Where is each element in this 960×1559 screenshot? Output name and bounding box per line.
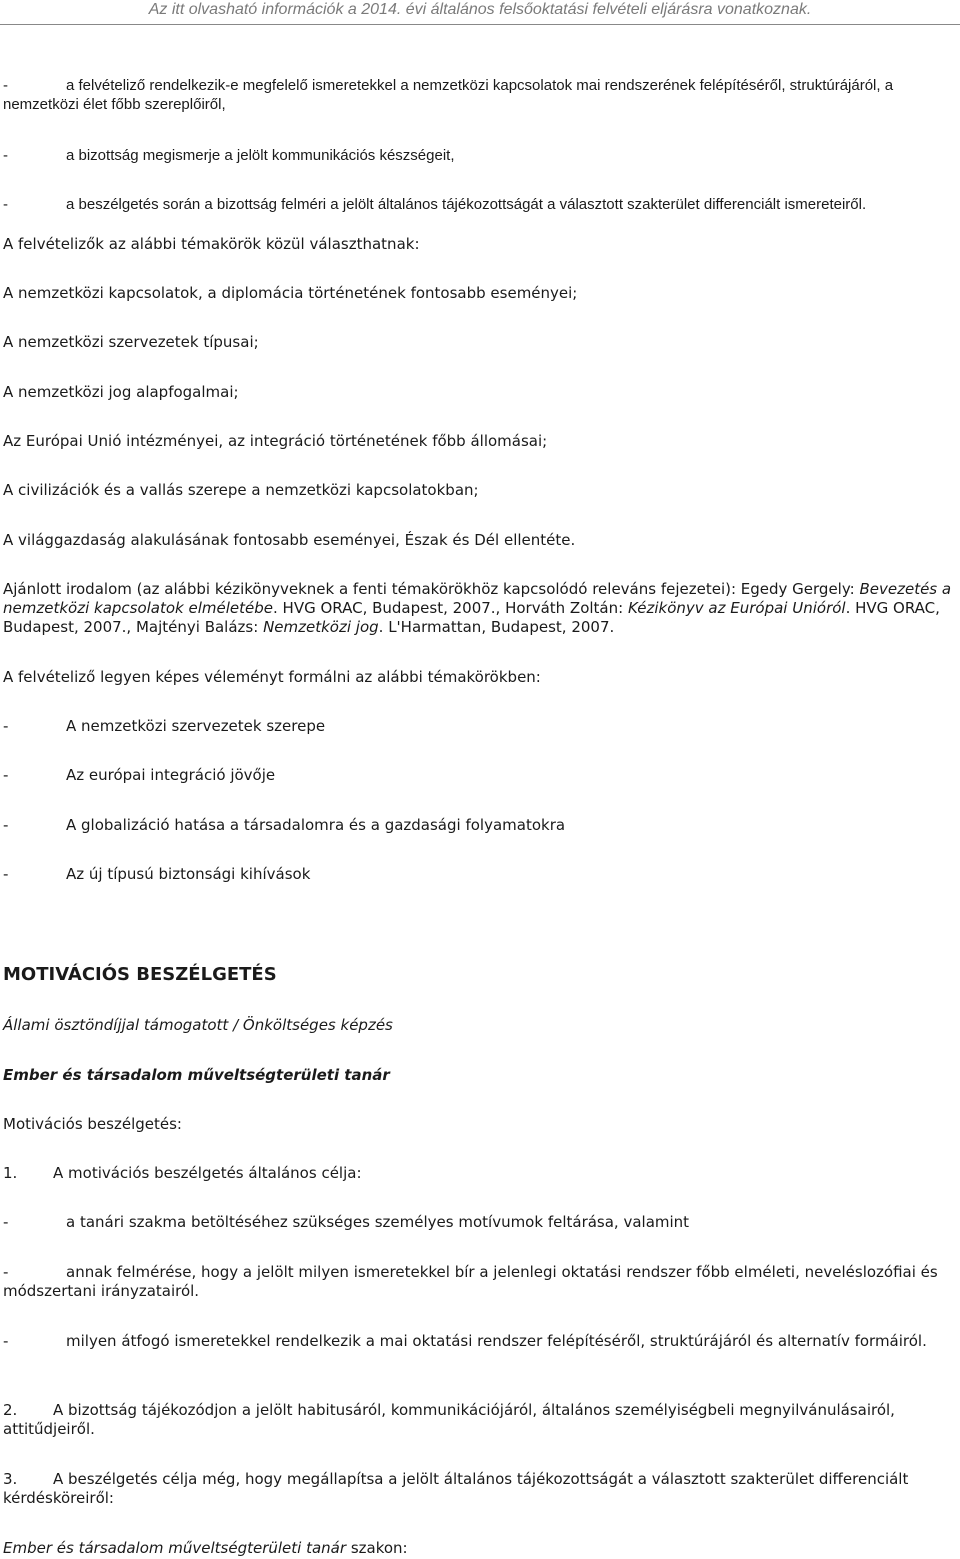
section-subtitle: Állami ösztöndíjjal támogatott / Önköltséges képzés (3, 1016, 393, 1034)
literature-text: . HVG ORAC, Budapest, 2007., Majtényi Balázs: (3, 599, 940, 636)
list-item (3, 717, 958, 736)
list-item-text: Az új típusú biztonsági kihívások (66, 865, 311, 883)
recommended-literature (3, 580, 958, 637)
bullet-dash: - (3, 1332, 9, 1350)
list-item (3, 1332, 958, 1351)
list-item (3, 1213, 958, 1232)
list-item-text: Az európai integráció jövője (66, 766, 276, 784)
program-line (3, 1539, 958, 1558)
list-item (3, 195, 958, 214)
list-item (3, 146, 958, 165)
list-item (3, 76, 958, 114)
page-header: Az itt olvasható információk a 2014. évi általános felsőoktatási felvételi eljárásra vonatkoznak. (148, 1, 812, 18)
item-number: 2. (3, 1401, 18, 1419)
literature-title: Bevezetés a nemzetközi kapcsolatok elméletébe (3, 580, 952, 617)
bullet-dash: - (3, 816, 9, 834)
numbered-item (3, 1470, 958, 1508)
bullet-dash: - (3, 147, 8, 164)
section-title: MOTIVÁCIÓS BESZÉLGETÉS (3, 964, 277, 985)
item-text: A beszélgetés célja még, hogy megállapítsa a jelölt általános tájékozottságát a választott szakterület differenciált kérdésköreiről: (3, 1470, 909, 1507)
topic-item: Az Európai Unió intézményei, az integráció történetének főbb állomásai; (3, 432, 548, 450)
literature-text: . L'Harmattan, Budapest, 2007. (378, 618, 615, 636)
list-item-text: a tanári szakma betöltéséhez szükséges személyes motívumok feltárása, valamint (66, 1213, 690, 1231)
program-name: Ember és társadalom műveltségterületi tanár (3, 1066, 390, 1084)
bullet-dash: - (3, 717, 9, 735)
topic-item: A világgazdaság alakulásának fontosabb eseményei, Észak és Dél ellentéte. (3, 531, 576, 549)
bullet-dash: - (3, 77, 8, 94)
topic-item: A nemzetközi jog alapfogalmai; (3, 383, 239, 401)
literature-title: Nemzetközi jog (263, 618, 379, 636)
item-number: 3. (3, 1470, 18, 1488)
topic-item: A nemzetközi kapcsolatok, a diplomácia történetének fontosabb eseményei; (3, 284, 578, 302)
item-number: 1. (3, 1164, 18, 1182)
list-item-text: a bizottság megismerje a jelölt kommunikációs készségeit, (66, 147, 455, 164)
list-item-text: A globalizáció hatása a társadalomra és a gazdasági folyamatokra (66, 816, 566, 834)
literature-title: Kézikönyv az Európai Unióról (627, 599, 846, 617)
item-text: A bizottság tájékozódjon a jelölt habitusáról, kommunikációjáról, általános személyiségbeli megnyilvánulásairól, attitűdjeiről. (3, 1401, 895, 1438)
item-text: A motivációs beszélgetés általános célja: (53, 1164, 362, 1182)
list-item-text: annak felmérése, hogy a jelölt milyen ismeretekkel bír a jelenlegi oktatási rendszer főbb elméleti, neveléslozófiai és módszertani irányzatairól. (3, 1263, 938, 1300)
header-divider (0, 24, 960, 25)
program-name-inline: Ember és társadalom műveltségterületi tanár (3, 1539, 347, 1557)
list-item-text: A nemzetközi szervezetek szerepe (66, 717, 326, 735)
list-item (3, 865, 958, 884)
bullet-dash: - (3, 1213, 9, 1231)
bullet-dash: - (3, 1263, 9, 1281)
list-item-text: a beszélgetés során a bizottság felméri a jelölt általános tájékozottságát a választott szakterület differenciált ismereteiről. (66, 196, 867, 213)
bullet-dash: - (3, 766, 9, 784)
section-intro: Motivációs beszélgetés: (3, 1115, 182, 1133)
list-item (3, 1263, 958, 1301)
numbered-item (3, 1401, 958, 1439)
topic-item: A civilizációk és a vallás szerepe a nemzetközi kapcsolatokban; (3, 481, 479, 499)
topics-intro: A felvételizők az alábbi témakörök közül választhatnak: (3, 235, 420, 253)
list-item (3, 816, 958, 835)
list-item-text: a felvételiző rendelkezik-e megfelelő ismeretekkel a nemzetközi kapcsolatok mai rendszerének felépítéséről, struktúrájáról, a nemzetközi élet főbb szereplőiről, (3, 77, 894, 113)
topic-item: A nemzetközi szervezetek típusai; (3, 333, 259, 351)
program-line-rest: szakon: (346, 1539, 408, 1557)
list-item (3, 766, 958, 785)
literature-text: . HVG ORAC, Budapest, 2007., Horváth Zoltán: (273, 599, 628, 617)
list-item-text: milyen átfogó ismeretekkel rendelkezik a mai oktatási rendszer felépítéséről, struktúrájáról és alternatív formáiról. (66, 1332, 927, 1350)
bullet-dash: - (3, 196, 8, 213)
bullet-dash: - (3, 865, 9, 883)
opinion-intro: A felvételiző legyen képes véleményt formálni az alábbi témakörökben: (3, 668, 541, 686)
numbered-item (3, 1164, 958, 1183)
literature-text: Ajánlott irodalom (az alábbi kézikönyveknek a fenti témakörökhöz kapcsolódó releváns fejezetei): Egedy Gergely: (3, 580, 860, 598)
